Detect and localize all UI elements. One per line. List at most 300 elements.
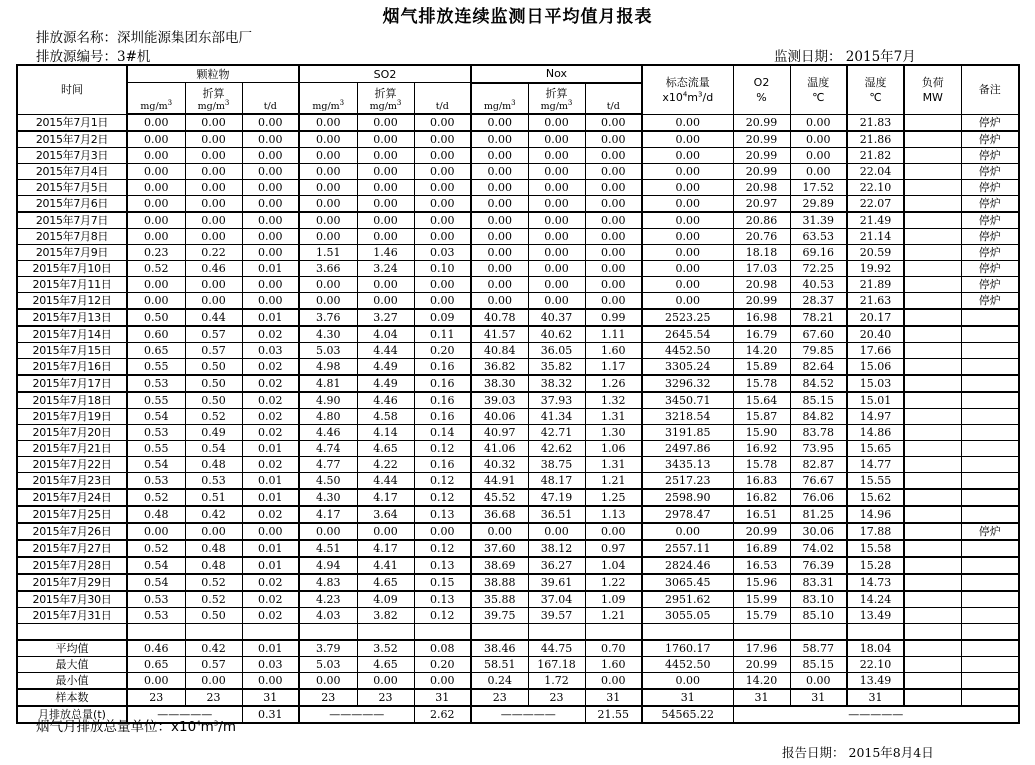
summary-cell-load [904,640,961,657]
table-row [17,359,1019,376]
cell-nox_c: 41.34 [528,409,585,425]
cell-hum: 15.06 [847,359,904,376]
cell-flow: 0.00 [642,277,733,293]
cell-o2: 20.86 [733,212,790,229]
cell-hum: 15.28 [847,557,904,574]
cell-temp: 83.10 [790,591,847,608]
summary-cell-nox_c: 167.18 [528,657,585,673]
cell-flow: 2523.25 [642,309,733,326]
cell-pm_t: 0.01 [242,441,299,457]
row-date: 2015年7月8日 [17,229,127,245]
cell-pm: 0.00 [127,212,185,229]
dash-cell: ————— [127,706,242,723]
blank-cell [961,624,1019,641]
table-row [17,591,1019,608]
cell-remark [961,343,1019,359]
cell-pm_t: 0.00 [242,229,299,245]
row-date: 2015年7月31日 [17,608,127,624]
cell-load [904,540,961,557]
cell-o2: 14.20 [733,343,790,359]
cell-pm: 0.54 [127,409,185,425]
blank-row [17,624,1019,641]
cell-load [904,277,961,293]
cell-temp: 40.53 [790,277,847,293]
cell-nox_t: 1.31 [585,409,642,425]
total-so2-t: 2.62 [414,706,471,723]
cell-pm_t: 0.00 [242,293,299,310]
cell-load [904,375,961,392]
cell-load [904,148,961,164]
cell-so2: 1.51 [299,245,357,261]
cell-temp: 76.67 [790,473,847,490]
table-row [17,343,1019,359]
cell-pm_c: 0.42 [185,506,242,523]
cell-pm_c: 0.48 [185,457,242,473]
cell-so2_t: 0.12 [414,441,471,457]
summary-cell-nox_c: 44.75 [528,640,585,657]
cell-load [904,457,961,473]
row-date: 2015年7月13日 [17,309,127,326]
cell-flow: 3296.32 [642,375,733,392]
cell-hum: 14.73 [847,574,904,591]
cell-so2: 4.74 [299,441,357,457]
header-nox-converted: 折算 $mg/m^3$ [528,83,585,115]
cell-hum: 14.24 [847,591,904,608]
header-temp-unit: ℃ [812,90,825,104]
cell-load [904,229,961,245]
row-date: 2015年7月22日 [17,457,127,473]
cell-so2: 0.00 [299,523,357,540]
summary-cell-pm_c: 0.42 [185,640,242,657]
cell-nox: 0.00 [471,131,528,148]
summary-label: 月排放总量(t) [17,706,127,723]
summary-cell-load [904,689,961,706]
cell-flow: 4452.50 [642,343,733,359]
cell-pm: 0.00 [127,180,185,196]
cell-o2: 20.99 [733,148,790,164]
cell-pm_c: 0.00 [185,212,242,229]
cell-o2: 20.99 [733,131,790,148]
cell-hum: 15.01 [847,392,904,409]
cell-remark: 停炉 [961,212,1019,229]
cell-nox_c: 38.12 [528,540,585,557]
summary-cell-temp: 31 [790,689,847,706]
cell-pm_c: 0.50 [185,375,242,392]
table-row [17,114,1019,131]
blank-cell [790,624,847,641]
cell-pm: 0.00 [127,277,185,293]
summary-cell-remark [961,689,1019,706]
table-row [17,574,1019,591]
summary-row-max [17,657,1019,673]
dash-cell: ————— [471,706,585,723]
cell-nox_c: 0.00 [528,114,585,131]
cell-so2_t: 0.09 [414,309,471,326]
cell-pm: 0.53 [127,375,185,392]
table-row [17,131,1019,148]
cell-flow: 0.00 [642,212,733,229]
cell-remark [961,326,1019,343]
summary-cell-nox: 58.51 [471,657,528,673]
table-row [17,425,1019,441]
cell-temp: 72.25 [790,261,847,277]
cell-so2_c: 4.65 [357,574,414,591]
cell-nox_t: 0.00 [585,114,642,131]
cell-flow: 2951.62 [642,591,733,608]
cell-load [904,557,961,574]
cell-nox_t: 0.00 [585,523,642,540]
cell-flow: 2517.23 [642,473,733,490]
cell-so2: 0.00 [299,180,357,196]
cell-remark: 停炉 [961,261,1019,277]
cell-remark [961,409,1019,425]
summary-cell-remark [961,657,1019,673]
cell-so2_c: 0.00 [357,277,414,293]
table-row [17,277,1019,293]
cell-nox: 0.00 [471,293,528,310]
cell-so2_t: 0.15 [414,574,471,591]
cell-hum: 22.04 [847,164,904,180]
row-date: 2015年7月5日 [17,180,127,196]
row-date: 2015年7月14日 [17,326,127,343]
cell-pm: 0.53 [127,591,185,608]
cell-pm_t: 0.00 [242,164,299,180]
summary-cell-remark [961,640,1019,657]
cell-flow: 2598.90 [642,489,733,506]
cell-so2: 4.46 [299,425,357,441]
cell-temp: 84.52 [790,375,847,392]
cell-pm: 0.23 [127,245,185,261]
cell-so2: 4.17 [299,506,357,523]
cell-nox_t: 0.97 [585,540,642,557]
cell-pm: 0.52 [127,540,185,557]
cell-pm_t: 0.02 [242,457,299,473]
dash-cell: ————— [733,706,1019,723]
cell-flow: 0.00 [642,245,733,261]
blank-cell [185,624,242,641]
row-date: 2015年7月17日 [17,375,127,392]
cell-pm_c: 0.44 [185,309,242,326]
summary-cell-so2: 5.03 [299,657,357,673]
cell-pm_c: 0.50 [185,359,242,376]
blank-cell [127,624,185,641]
cell-pm_c: 0.00 [185,293,242,310]
cell-so2_t: 0.00 [414,148,471,164]
cell-pm_t: 0.03 [242,343,299,359]
cell-pm_t: 0.01 [242,261,299,277]
cell-so2: 4.51 [299,540,357,557]
unit-note-sup2: 3 [213,719,219,728]
summary-cell-so2: 3.79 [299,640,357,657]
cell-so2_c: 4.58 [357,409,414,425]
cell-remark [961,425,1019,441]
table-row [17,196,1019,213]
cell-nox_t: 1.04 [585,557,642,574]
header-so2-converted: 折算 $mg/m^3$ [357,83,414,115]
blank-cell [642,624,733,641]
monitor-date-value: 2015年7月 [845,49,916,65]
cell-so2_t: 0.12 [414,473,471,490]
table-row [17,540,1019,557]
summary-row-count [17,689,1019,706]
cell-flow: 2497.86 [642,441,733,457]
blank-cell [471,624,528,641]
table-row [17,557,1019,574]
cell-nox_c: 0.00 [528,196,585,213]
cell-o2: 15.64 [733,392,790,409]
summary-cell-o2: 20.99 [733,657,790,673]
header-humidity [847,65,904,114]
cell-hum: 22.10 [847,180,904,196]
cell-so2_c: 3.27 [357,309,414,326]
cell-so2: 0.00 [299,229,357,245]
cell-nox_t: 0.00 [585,196,642,213]
cell-nox_c: 40.37 [528,309,585,326]
cell-so2_c: 4.17 [357,540,414,557]
cell-o2: 20.99 [733,523,790,540]
cell-so2: 0.00 [299,212,357,229]
cell-load [904,574,961,591]
summary-cell-o2: 14.20 [733,673,790,690]
cell-hum: 22.07 [847,196,904,213]
cell-nox_t: 1.26 [585,375,642,392]
table-row [17,441,1019,457]
cell-pm: 0.00 [127,293,185,310]
cell-so2_t: 0.00 [414,229,471,245]
table-row [17,164,1019,180]
cell-pm_t: 0.02 [242,608,299,624]
row-date: 2015年7月3日 [17,148,127,164]
cell-nox_c: 0.00 [528,180,585,196]
cell-so2: 0.00 [299,293,357,310]
cell-pm_t: 0.01 [242,489,299,506]
cell-nox: 0.00 [471,261,528,277]
cell-o2: 20.99 [733,164,790,180]
cell-nox_t: 0.00 [585,131,642,148]
cell-temp: 0.00 [790,114,847,131]
cell-hum: 17.88 [847,523,904,540]
summary-cell-pm: 0.65 [127,657,185,673]
cell-so2_c: 0.00 [357,180,414,196]
cell-so2_c: 0.00 [357,196,414,213]
cell-so2_c: 4.22 [357,457,414,473]
cell-nox_t: 0.00 [585,261,642,277]
summary-row-min [17,673,1019,690]
header-load-label: 负荷 [921,75,944,89]
cell-so2: 5.03 [299,343,357,359]
cell-so2: 4.77 [299,457,357,473]
header-temp-label: 温度 [807,75,830,89]
cell-pm: 0.55 [127,441,185,457]
cell-o2: 15.79 [733,608,790,624]
cell-nox_t: 0.00 [585,293,642,310]
cell-hum: 15.65 [847,441,904,457]
cell-nox_t: 0.00 [585,245,642,261]
source-id-line [36,45,150,65]
cell-so2_c: 3.64 [357,506,414,523]
cell-so2_c: 4.49 [357,359,414,376]
cell-remark [961,557,1019,574]
cell-nox_c: 36.51 [528,506,585,523]
summary-cell-so2_t: 31 [414,689,471,706]
cell-nox_t: 1.06 [585,441,642,457]
cell-so2: 0.00 [299,114,357,131]
cell-temp: 83.78 [790,425,847,441]
summary-cell-so2: 0.00 [299,673,357,690]
table-row [17,506,1019,523]
table-row [17,148,1019,164]
summary-cell-remark [961,673,1019,690]
cell-remark [961,489,1019,506]
cell-load [904,261,961,277]
row-date: 2015年7月2日 [17,131,127,148]
cell-nox_c: 39.61 [528,574,585,591]
unit-note [36,715,236,735]
cell-nox: 41.06 [471,441,528,457]
cell-hum: 15.55 [847,473,904,490]
table-row [17,212,1019,229]
summary-cell-flow: 0.00 [642,673,733,690]
cell-load [904,506,961,523]
cell-hum: 14.77 [847,457,904,473]
cell-so2_t: 0.00 [414,212,471,229]
row-date: 2015年7月18日 [17,392,127,409]
cell-hum: 14.96 [847,506,904,523]
cell-flow: 2824.46 [642,557,733,574]
cell-so2_c: 4.44 [357,473,414,490]
cell-remark: 停炉 [961,277,1019,293]
cell-pm_c: 0.00 [185,229,242,245]
cell-flow: 0.00 [642,114,733,131]
cell-remark [961,506,1019,523]
cell-so2_t: 0.16 [414,375,471,392]
cell-temp: 0.00 [790,148,847,164]
row-date: 2015年7月30日 [17,591,127,608]
cell-nox_c: 42.62 [528,441,585,457]
summary-cell-load [904,657,961,673]
cell-hum: 20.40 [847,326,904,343]
cell-pm_c: 0.50 [185,608,242,624]
cell-o2: 16.53 [733,557,790,574]
cell-nox_c: 0.00 [528,131,585,148]
cell-so2: 4.03 [299,608,357,624]
cell-so2_c: 3.82 [357,608,414,624]
cell-nox: 0.00 [471,196,528,213]
total-flow: 54565.22 [642,706,733,723]
table-row [17,375,1019,392]
cell-pm: 0.53 [127,425,185,441]
summary-row-avg [17,640,1019,657]
cell-nox_c: 0.00 [528,261,585,277]
cell-remark: 停炉 [961,131,1019,148]
cell-pm_c: 0.48 [185,557,242,574]
cell-remark [961,457,1019,473]
table-row [17,392,1019,409]
cell-temp: 67.60 [790,326,847,343]
cell-o2: 15.87 [733,409,790,425]
cell-remark [961,441,1019,457]
cell-pm: 0.60 [127,326,185,343]
summary-cell-hum: 22.10 [847,657,904,673]
table-row [17,489,1019,506]
cell-so2_c: 0.00 [357,212,414,229]
cell-so2_c: 4.49 [357,375,414,392]
header-humidity-label: 湿度 [864,75,887,89]
cell-so2_t: 0.16 [414,409,471,425]
cell-pm: 0.00 [127,196,185,213]
table-row [17,608,1019,624]
unit-note-text: 烟气月排放总量单位：x10 [36,719,197,735]
cell-so2: 4.83 [299,574,357,591]
report-date-line [782,743,934,761]
header-temp [790,65,847,114]
cell-remark [961,591,1019,608]
cell-o2: 16.89 [733,540,790,557]
cell-pm_t: 0.00 [242,277,299,293]
cell-temp: 0.00 [790,131,847,148]
cell-so2_c: 0.00 [357,523,414,540]
cell-nox_t: 0.00 [585,164,642,180]
cell-load [904,326,961,343]
table-row [17,457,1019,473]
cell-pm_t: 0.02 [242,326,299,343]
cell-nox_c: 39.57 [528,608,585,624]
cell-temp: 17.52 [790,180,847,196]
summary-cell-pm: 0.00 [127,673,185,690]
cell-nox_c: 40.62 [528,326,585,343]
cell-temp: 30.06 [790,523,847,540]
cell-so2: 4.98 [299,359,357,376]
source-id-label: 排放源编号： [36,49,117,65]
cell-pm_c: 0.46 [185,261,242,277]
summary-cell-so2_c: 23 [357,689,414,706]
cell-pm_t: 0.00 [242,196,299,213]
cell-load [904,523,961,540]
summary-cell-hum: 13.49 [847,673,904,690]
cell-so2_c: 0.00 [357,148,414,164]
cell-nox_c: 0.00 [528,245,585,261]
row-date: 2015年7月26日 [17,523,127,540]
cell-o2: 20.76 [733,229,790,245]
summary-cell-flow: 4452.50 [642,657,733,673]
cell-so2_t: 0.00 [414,196,471,213]
cell-so2: 4.90 [299,392,357,409]
cell-nox: 35.88 [471,591,528,608]
cell-nox_t: 1.09 [585,591,642,608]
cell-nox: 36.68 [471,506,528,523]
cell-flow: 0.00 [642,180,733,196]
table-row [17,409,1019,425]
summary-cell-nox_c: 1.72 [528,673,585,690]
cell-remark [961,574,1019,591]
summary-cell-nox: 38.46 [471,640,528,657]
cell-so2_c: 4.14 [357,425,414,441]
cell-nox_t: 0.00 [585,180,642,196]
source-name-value: 深圳能源集团东部电厂 [117,30,252,46]
row-date: 2015年7月29日 [17,574,127,591]
header-nox-td: t/d [585,83,642,115]
cell-pm: 0.00 [127,148,185,164]
cell-pm_c: 0.54 [185,441,242,457]
cell-load [904,591,961,608]
header-flow-label: 标态流量 [665,75,710,89]
cell-temp: 76.06 [790,489,847,506]
cell-nox: 0.00 [471,114,528,131]
row-date: 2015年7月21日 [17,441,127,457]
cell-nox_c: 48.17 [528,473,585,490]
blank-cell [17,624,127,641]
cell-hum: 21.49 [847,212,904,229]
